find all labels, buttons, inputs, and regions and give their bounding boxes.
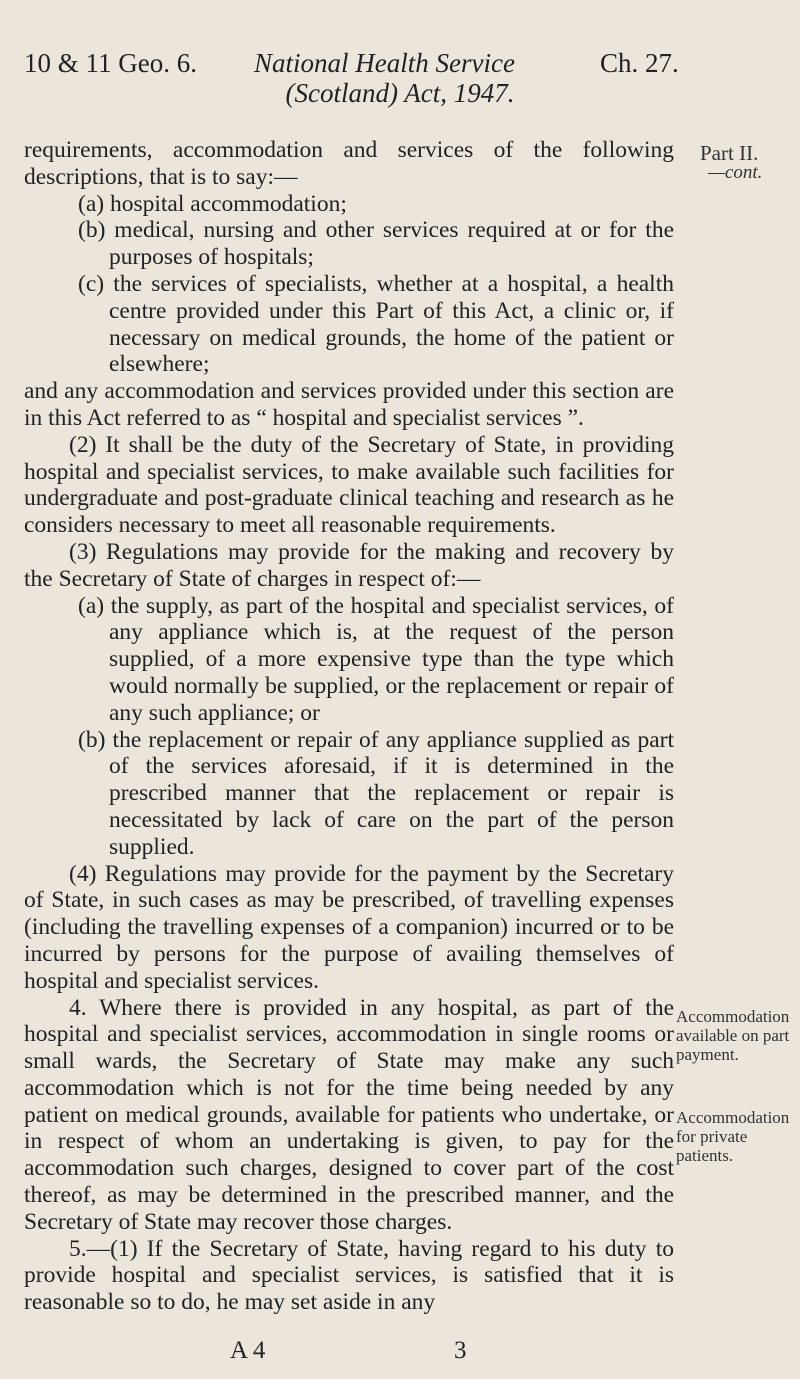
paragraph: requirements, accommodation and services of the following descriptions, that is to say:— xyxy=(24,137,674,190)
paragraph: (2) It shall be the duty of the Secretary of State, in providing hospital and specialist services, to make available such facilities for undergraduate and post-graduate clinical teaching and research as he considers necessary to meet all reasonable requirements. xyxy=(24,431,674,539)
paragraph: and any accommodation and services provided under this section are in this Act referred to as “ hospital and specialist services ”. xyxy=(24,378,674,431)
chapter-number: Ch. 27. xyxy=(600,48,679,78)
paragraph: 4. Where there is provided in any hospital, as part of the hospital and specialist services, accommodation in single rooms or small wards, the Secretary of State may make any such accommodation which is not for the time being needed by any patient on medical grounds, available for patients who undertake, or in respect of whom an undertaking is given, to pay for the accommodation such charges, designed to cover part of the cost thereof, as may be determined in the prescribed manner, and the Secretary of State may recover those charges. xyxy=(24,994,674,1235)
list-item: (c) the services of specialists, whether at a hospital, a health centre provided under this Part of this Act, a clinic or, if necessary on medical grounds, the home of the patient or elsewhere; xyxy=(78,270,674,378)
list-item: (a) hospital accommodation; xyxy=(78,190,347,217)
regnal-year: 10 & 11 Geo. 6. xyxy=(24,48,197,78)
list-item: (a) the supply, as part of the hospital and specialist services, of any appliance which is, at the request of the person supplied, of a more expensive type than the type which would normally be supplied, or the replacement or repair of any such appliance; or xyxy=(78,592,674,726)
paragraph: (4) Regulations may provide for the payment by the Secretary of State, in such cases as may be prescribed, of travelling expenses (including the travelling expenses of a companion) incurred or to be incurred by persons for the purpose of availing themselves of hospital and specialist services. xyxy=(24,860,674,994)
margin-cont: —cont. xyxy=(708,162,763,183)
paragraph: (3) Regulations may provide for the making and recovery by the Secretary of State of charges in respect of:— xyxy=(24,538,674,592)
body-text xyxy=(24,137,674,1316)
act-title: National Health Service xyxy=(254,48,515,78)
margin-accommodation-payment: Accommodation available on part payment. xyxy=(676,1007,790,1064)
margin-part: Part II. xyxy=(700,141,759,165)
page-number: 3 xyxy=(454,1337,467,1364)
list-item: (b) the replacement or repair of any appliance supplied as part of the services aforesaid, if it is determined in the prescribed manner that the replacement or repair is necessitated by lack of care on the part of the person supplied. xyxy=(78,726,674,860)
signature-mark: A 4 xyxy=(230,1337,266,1364)
margin-private-patients: Accommodation for private patients. xyxy=(676,1108,790,1165)
act-subtitle: (Scotland) Act, 1947. xyxy=(285,78,515,108)
paragraph: 5.—(1) If the Secretary of State, having regard to his duty to provide hospital and specialist services, is satisfied that it is reasonable so to do, he may set aside in any xyxy=(24,1235,674,1316)
list-item: (b) medical, nursing and other services required at or for the purposes of hospitals; xyxy=(78,217,674,271)
